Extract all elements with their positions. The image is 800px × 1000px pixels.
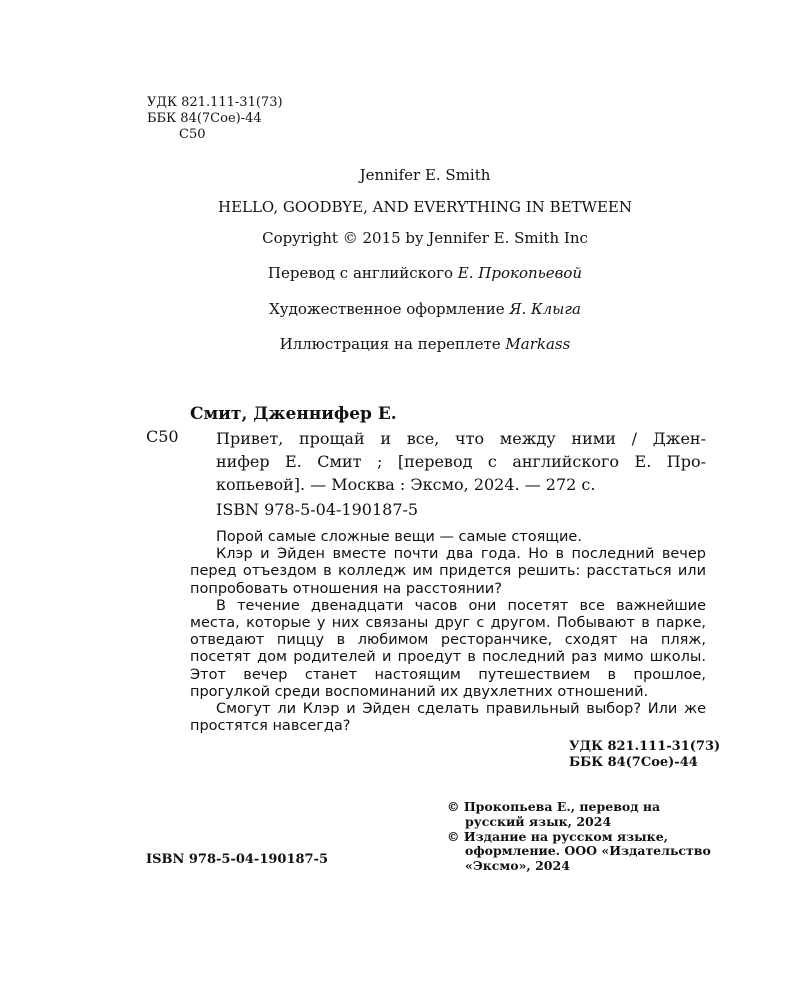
classification-block xyxy=(147,95,283,143)
illustration-credit xyxy=(0,335,800,353)
bibliography-code: С50 xyxy=(146,427,179,446)
design-label: Художественное оформление xyxy=(269,300,505,318)
isbn-footer: ISBN 978-5-04-190187-5 xyxy=(146,852,329,867)
bbk-code: ББК 84(7Сое)-44 xyxy=(147,111,262,126)
translator-name: Е. Прокопьевой xyxy=(457,264,583,282)
bbk-code-footer: ББК 84(7Сое)-44 xyxy=(569,755,698,770)
author-mark: С50 xyxy=(179,127,206,142)
title-english: HELLO, GOODBYE, AND EVERYTHING IN BETWEEN xyxy=(217,198,632,216)
copyright-english: Copyright © 2015 by Jennifer E. Smith Inc xyxy=(262,229,588,247)
bibliography-line: Привет, прощай и все, что между ними / Джен- xyxy=(216,429,706,448)
translation-credit xyxy=(0,264,800,282)
annotation-paragraph: В течение двенадцати часов они посетят все важнейшие места, которые у них связаны друг с другом. Побывают в парке, отведают пиццу в любимом ресторанчике, сходят на пляж, посетят дом родителей и проедут в последний раз мимо школы. Этот вечер станет настоящим путешествием в прошлое, прогулкой среди воспоминаний их двухлетних отношений. xyxy=(190,597,706,700)
copyright-translation: © Прокопьева Е., перевод на русский язык, 2024 xyxy=(447,799,661,829)
copyright-edition: © Издание на русском языке, оформление. ООО «Издательство «Эксмо», 2024 xyxy=(447,828,711,874)
designer-name: Я. Клыга xyxy=(509,300,581,318)
design-credit xyxy=(0,300,800,318)
bibliography-line: копьевой]. — Москва : Эксмо, 2024. — 272 с. xyxy=(216,475,596,494)
translation-label: Перевод с английского xyxy=(267,264,453,282)
bibliography-author: Смит, Дженнифер Е. xyxy=(190,404,397,424)
illustrator-name: Markass xyxy=(505,335,571,353)
classification-footer xyxy=(569,739,720,771)
isbn-main: ISBN 978-5-04-190187-5 xyxy=(216,500,419,519)
annotation-paragraph: Порой самые сложные вещи — самые стоящие. xyxy=(216,529,582,545)
annotation xyxy=(190,529,706,735)
annotation-paragraph: Клэр и Эйден вместе почти два года. Но в последний вечер перед отъездом в колледж им придется решить: расстаться или попробовать отношения на расстоянии? xyxy=(190,546,706,597)
copyright-notices xyxy=(447,800,717,874)
bibliography-line: нифер Е. Смит ; [перевод с английского Е. Про- xyxy=(216,452,706,471)
udk-code-footer: УДК 821.111-31(73) xyxy=(569,739,721,754)
bibliography-description xyxy=(216,427,706,496)
udk-code: УДК 821.111-31(73) xyxy=(147,95,283,110)
annotation-paragraph: Смогут ли Клэр и Эйден сделать правильный выбор? Или же простятся навсегда? xyxy=(190,701,706,735)
illustration-label: Иллюстрация на переплете xyxy=(279,335,501,353)
author-english: Jennifer E. Smith xyxy=(359,166,491,184)
